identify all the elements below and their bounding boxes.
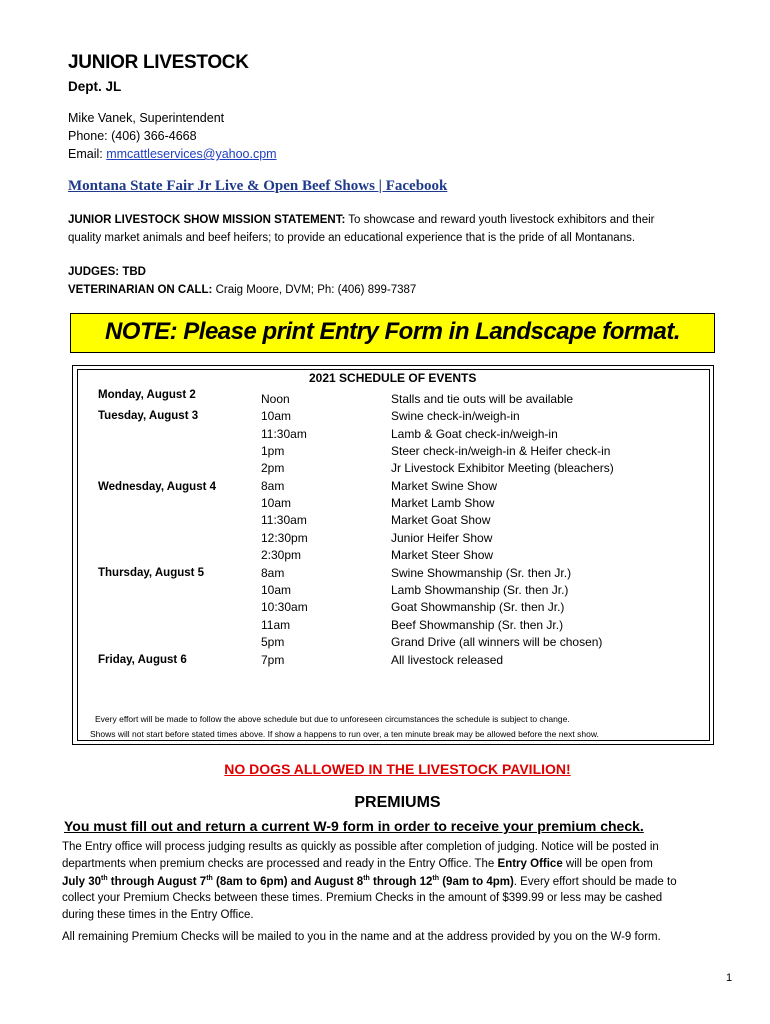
- ordinal-suffix: th: [206, 875, 213, 882]
- schedule-event: Lamb & Goat check-in/weigh-in: [391, 427, 558, 441]
- premiums-heading: PREMIUMS: [354, 794, 441, 811]
- ordinal-suffix: th: [363, 875, 370, 882]
- schedule-event: Market Swine Show: [391, 479, 498, 493]
- phone-number: Phone: (406) 366-4668: [68, 129, 197, 143]
- schedule-event: Market Goat Show: [391, 513, 491, 527]
- w9-requirement: You must fill out and return a current W-9 form in order to receive your premium check.: [64, 818, 644, 834]
- mission-statement-line-1: [68, 214, 654, 226]
- schedule-event: Swine Showmanship (Sr. then Jr.): [391, 566, 572, 580]
- veterinarian-value: Craig Moore, DVM; Ph: (406) 899-7387: [212, 284, 417, 296]
- schedule-time: 2pm: [261, 461, 285, 475]
- email-label: Email:: [68, 147, 107, 161]
- schedule-day: Friday, August 6: [98, 654, 187, 666]
- schedule-event: Lamb Showmanship (Sr. then Jr.): [391, 583, 569, 597]
- schedule-disclaimer-line-2: Shows will not start before stated times above. If show a happens to run over, a ten minute break may be allowed before the next show.: [90, 729, 599, 739]
- landscape-note-text: NOTE: Please print Entry Form in Landscape format.: [104, 318, 681, 345]
- facebook-link[interactable]: Montana State Fair Jr Live & Open Beef Shows | Facebook: [68, 178, 448, 194]
- schedule-time: 11am: [261, 618, 291, 632]
- schedule-time: 11:30am: [261, 513, 307, 527]
- office-hours-part: (9am to 4pm): [439, 875, 514, 888]
- schedule-time: 1pm: [261, 444, 285, 458]
- ordinal-suffix: th: [432, 875, 440, 882]
- schedule-time: 8am: [261, 479, 285, 493]
- premiums-line-1: The Entry office will process judging results as quickly as possible after completion of judging. Notice will be posted in: [62, 841, 659, 853]
- schedule-time: Noon: [261, 392, 290, 406]
- judges-line: JUDGES: TBD: [68, 266, 146, 278]
- veterinarian-line: [68, 284, 416, 296]
- premiums-line-2-text: departments when premium checks are processed and ready in the Entry Office. The: [62, 858, 498, 870]
- page-number: 1: [726, 972, 733, 984]
- schedule-time: 10am: [261, 496, 292, 510]
- no-dogs-warning: NO DOGS ALLOWED IN THE LIVESTOCK PAVILION!: [224, 761, 571, 777]
- schedule-event: Stalls and tie outs will be available: [391, 392, 574, 406]
- schedule-title: 2021 SCHEDULE OF EVENTS: [309, 371, 477, 385]
- page-title: JUNIOR LIVESTOCK: [68, 52, 249, 73]
- schedule-event: Steer check-in/weigh-in & Heifer check-in: [391, 444, 611, 458]
- schedule-time: 12:30pm: [261, 531, 308, 545]
- schedule-event: Swine check-in/weigh-in: [391, 409, 520, 423]
- veterinarian-label: VETERINARIAN ON CALL:: [68, 284, 213, 296]
- schedule-event: Junior Heifer Show: [391, 531, 493, 545]
- schedule-event: Market Lamb Show: [391, 496, 495, 510]
- office-hours-part: through August 7: [107, 875, 207, 888]
- schedule-event: Jr Livestock Exhibitor Meeting (bleachers): [391, 461, 614, 475]
- schedule-time: 10am: [261, 409, 292, 423]
- schedule-event: Grand Drive (all winners will be chosen): [391, 635, 603, 649]
- schedule-time: 11:30am: [261, 427, 307, 441]
- schedule-day: Monday, August 2: [98, 389, 196, 401]
- premiums-line-3: [62, 875, 677, 888]
- department-code: Dept. JL: [68, 79, 122, 94]
- premiums-line-2: [62, 858, 653, 870]
- office-hours-part: July 30: [62, 875, 101, 888]
- premiums-line-4: collect your Premium Checks between these times. Premium Checks in the amount of $399.99 or less may be cashed: [62, 892, 663, 904]
- schedule-time: 5pm: [261, 635, 285, 649]
- schedule-time: 10am: [261, 583, 292, 597]
- office-hours-part: (8am to 6pm) and August 8: [212, 875, 364, 888]
- entry-office-label: Entry Office: [497, 858, 563, 870]
- office-hours: [62, 876, 514, 888]
- email-link[interactable]: mmcattleservices@yahoo.cpm: [106, 147, 277, 161]
- schedule-disclaimer-line-1: Every effort will be made to follow the above schedule but due to unforeseen circumstances the schedule is subject to change.: [95, 714, 570, 724]
- schedule-event: Goat Showmanship (Sr. then Jr.): [391, 600, 565, 614]
- schedule-time: 2:30pm: [261, 548, 302, 562]
- schedule-time: 8am: [261, 566, 285, 580]
- premiums-line-3-end: . Every effort should be made to: [513, 875, 677, 888]
- schedule-event: Beef Showmanship (Sr. then Jr.): [391, 618, 564, 632]
- schedule-event: Market Steer Show: [391, 548, 494, 562]
- ordinal-suffix: th: [101, 875, 108, 882]
- mission-label: JUNIOR LIVESTOCK SHOW MISSION STATEMENT:: [68, 214, 346, 226]
- schedule-time: 10:30am: [261, 600, 308, 614]
- mission-text-1: To showcase and reward youth livestock exhibitors and their: [345, 214, 655, 226]
- schedule-day: Wednesday, August 4: [98, 481, 217, 493]
- premiums-line-2-end: will be open from: [562, 858, 653, 870]
- schedule-day: Tuesday, August 3: [98, 410, 199, 422]
- premiums-line-5: during these times in the Entry Office.: [62, 909, 254, 921]
- schedule-time: 7pm: [261, 653, 285, 667]
- superintendent-name: Mike Vanek, Superintendent: [68, 111, 225, 125]
- premiums-line-6: All remaining Premium Checks will be mailed to you in the name and at the address provided by you on the W-9 form.: [62, 931, 661, 943]
- schedule-event: All livestock released: [391, 653, 504, 667]
- schedule-day: Thursday, August 5: [98, 567, 205, 579]
- landscape-note-box: [70, 313, 715, 353]
- mission-statement-line-2: quality market animals and beef heifers; to provide an educational experience that is the pride of all Montanans.: [68, 232, 636, 244]
- email-line: [68, 147, 277, 161]
- office-hours-part: through 12: [369, 875, 433, 888]
